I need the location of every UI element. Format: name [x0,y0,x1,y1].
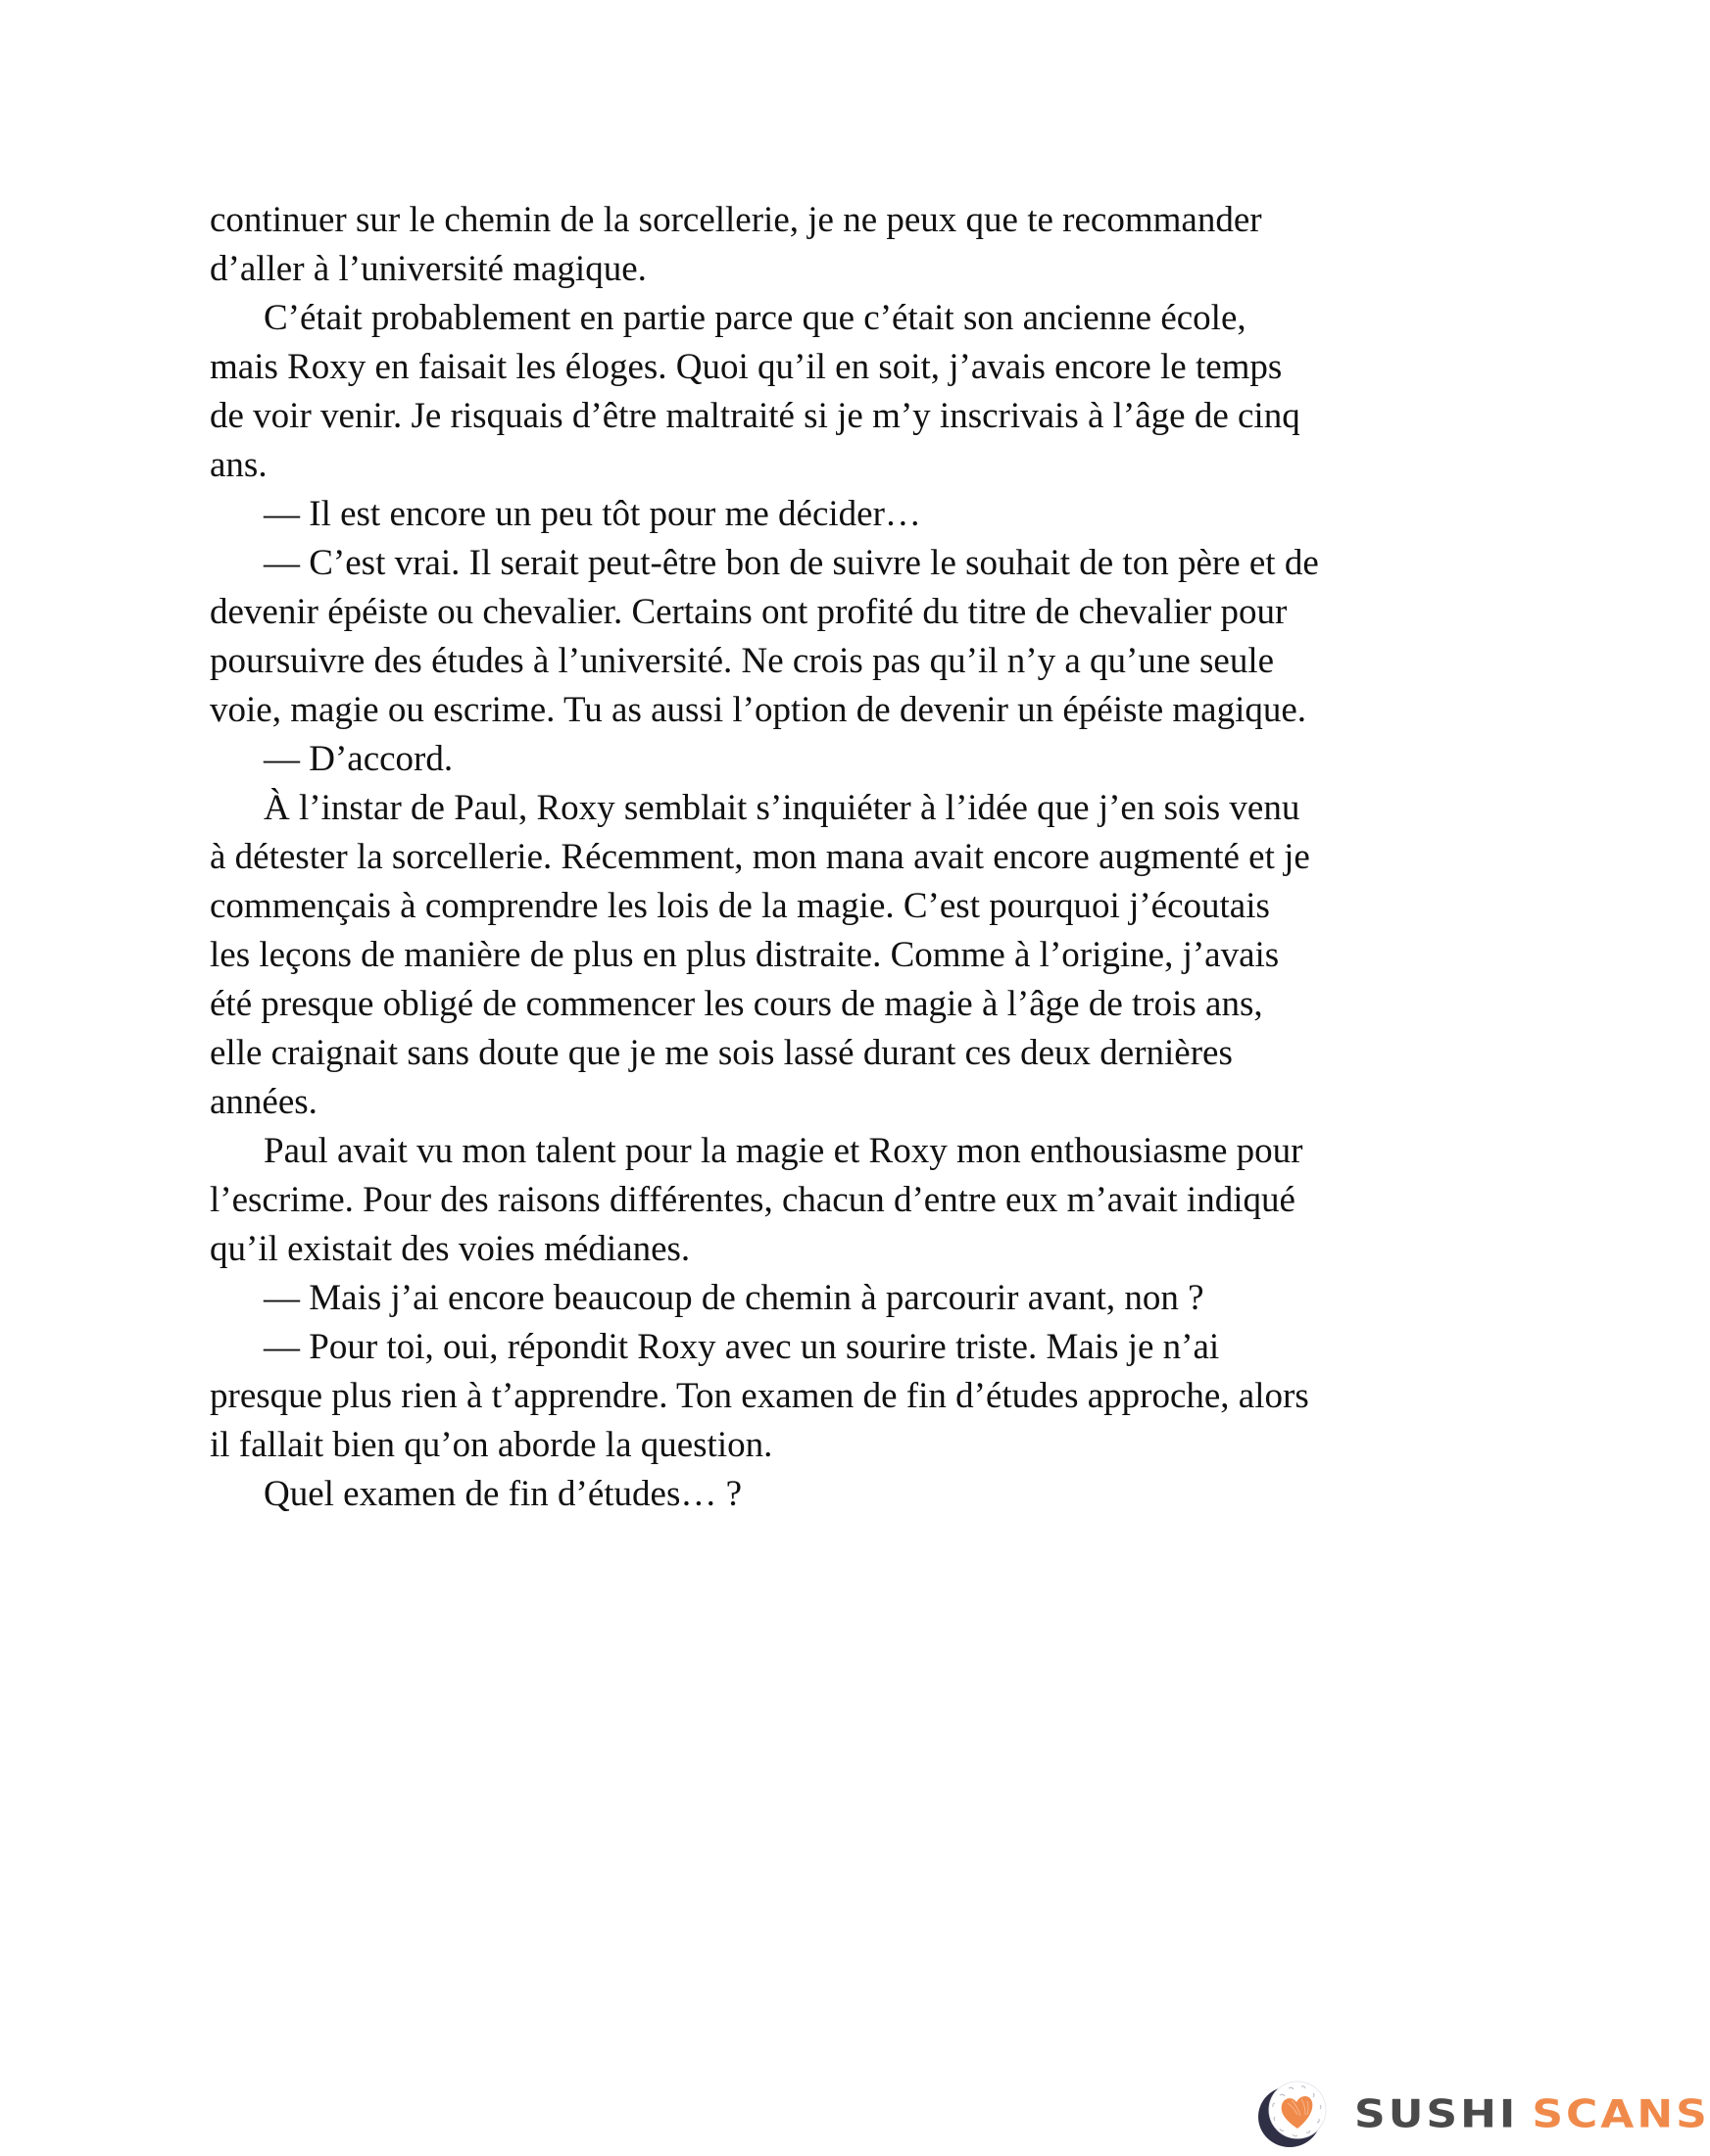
text-line: presque plus rien à t’apprendre. Ton examen de fin d’études approche, alors [210,1376,1309,1416]
text-line: elle craignait sans doute que je me sois lassé durant ces deux dernières [210,1033,1233,1073]
text-line: Paul avait vu mon talent pour la magie et Roxy mon enthousiasme pour [264,1131,1303,1171]
text-line: devenir épéiste ou chevalier. Certains ont profité du titre de chevalier pour [210,592,1288,632]
text-line: Quel examen de fin d’études… ? [264,1474,743,1514]
text-line: de voir venir. Je risquais d’être maltraité si je m’y inscrivais à l’âge de cinq [210,396,1300,436]
text-line: commençais à comprendre les lois de la magie. C’est pourquoi j’écoutais [210,886,1270,926]
text-line: été presque obligé de commencer les cours de magie à l’âge de trois ans, [210,984,1263,1024]
text-line: l’escrime. Pour des raisons différentes, chacun d’entre eux m’avait indiqué [210,1180,1295,1220]
watermark-word-scans: SCANS [1532,2091,1710,2137]
sushi-roll-heart-icon [1256,2078,1331,2148]
text-line: — Mais j’ai encore beaucoup de chemin à parcourir avant, non ? [264,1278,1204,1318]
text-line: — Pour toi, oui, répondit Roxy avec un sourire triste. Mais je n’ai [264,1327,1220,1367]
watermark-word-sushi: SUSHI [1354,2091,1519,2137]
text-line: à détester la sorcellerie. Récemment, mon mana avait encore augmenté et je [210,837,1310,877]
text-line: — C’est vrai. Il serait peut-être bon de suivre le souhait de ton père et de [264,543,1319,583]
text-line: d’aller à l’université magique. [210,249,647,289]
text-line: il fallait bien qu’on aborde la question. [210,1425,773,1465]
text-line: C’était probablement en partie parce que c’était son ancienne école, [264,298,1246,338]
text-line: continuer sur le chemin de la sorcellerie, je ne peux que te recommander [210,200,1262,240]
text-line: années. [210,1082,318,1122]
text-line: les leçons de manière de plus en plus distraite. Comme à l’origine, j’avais [210,935,1280,975]
sushi-scans-watermark [1256,2078,1710,2148]
text-line: À l’instar de Paul, Roxy semblait s’inquiéter à l’idée que j’en sois venu [264,788,1300,828]
body-text [210,196,1454,1519]
text-line: qu’il existait des voies médianes. [210,1229,691,1269]
watermark-text [1354,2091,1710,2137]
text-line: mais Roxy en faisait les éloges. Quoi qu’il en soit, j’avais encore le temps [210,347,1283,387]
text-line: poursuivre des études à l’université. Ne crois pas qu’il n’y a qu’une seule [210,641,1275,681]
text-line: voie, magie ou escrime. Tu as aussi l’option de devenir un épéiste magique. [210,690,1307,730]
text-line: ans. [210,445,268,485]
text-line: — D’accord. [264,739,454,779]
text-line: — Il est encore un peu tôt pour me décider… [264,494,921,534]
